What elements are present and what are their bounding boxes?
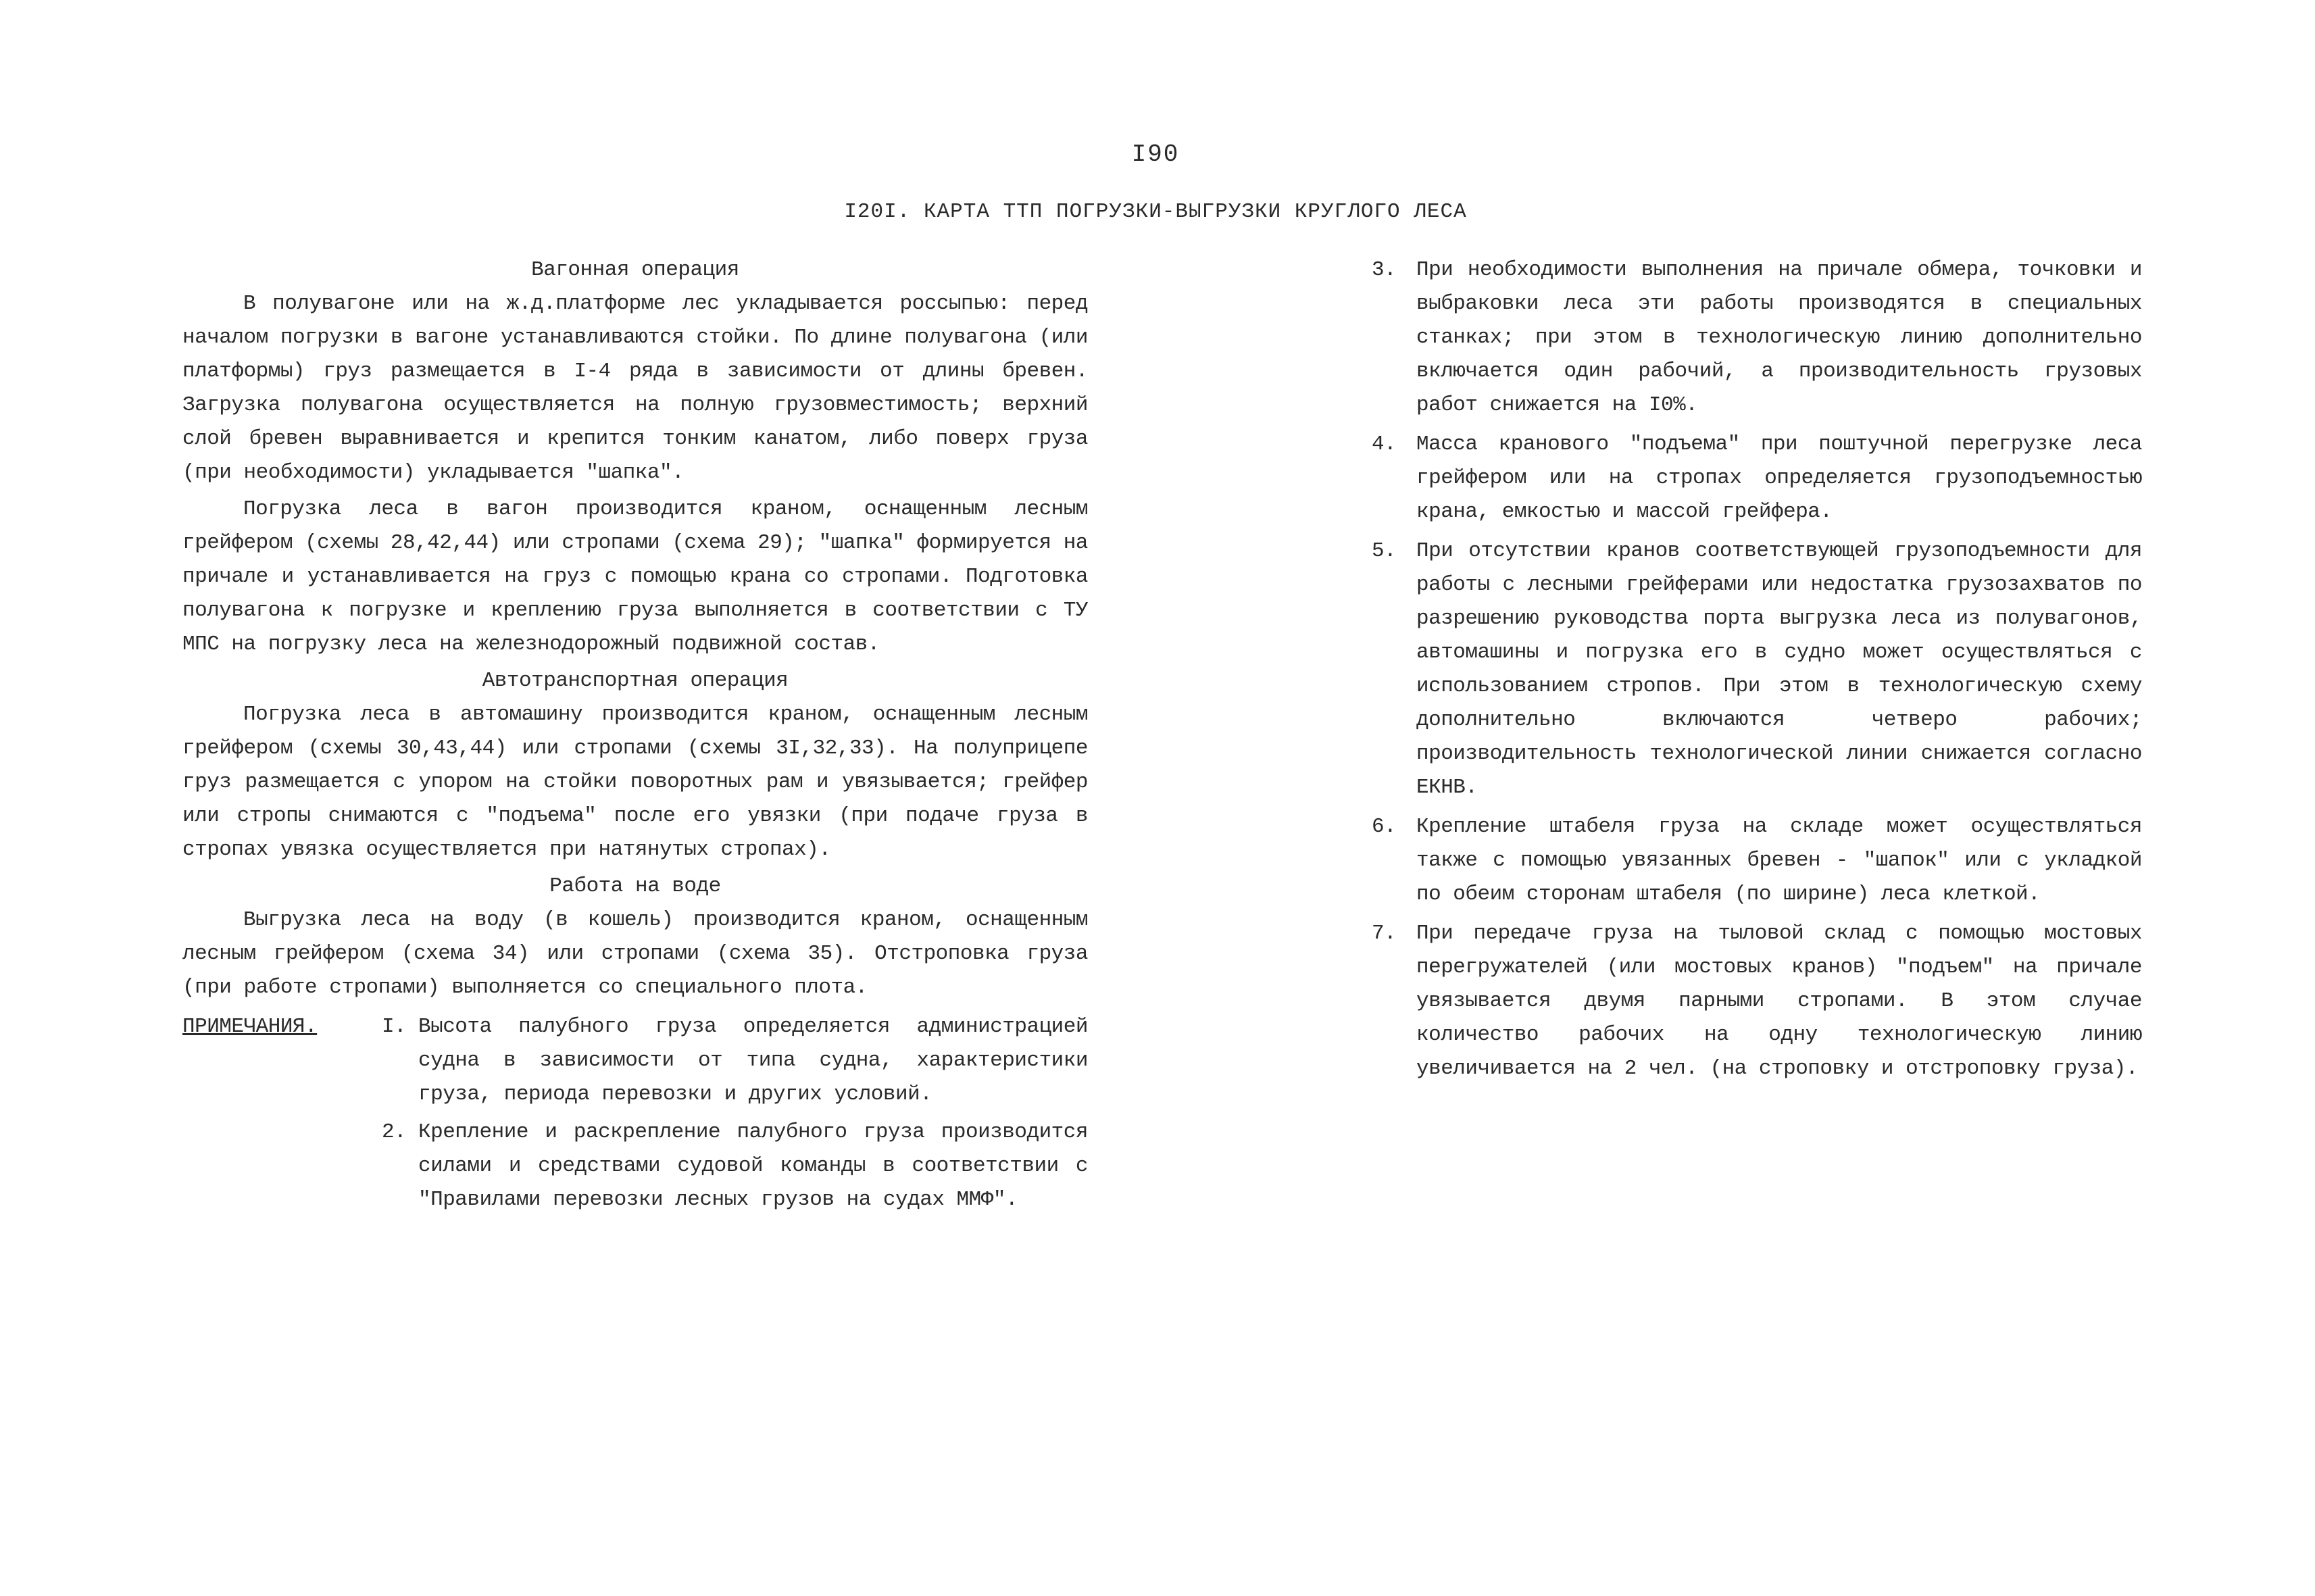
section-heading: Вагонная операция [531,258,739,282]
page-number: I90 [1131,141,1180,168]
paragraph: Погрузка леса в автомашину производится краном, оснащенным лесным грейфером (схемы 30,43,44) или стропами (схемы 3I,32,33). На полуприцепе груз размещается с упором на стойки поворотных рам и увязывается; грейфер или стропы снимаются с "подъема" после его увязки (при подаче груза в стропах увязка осуществляется при натянутых стропах). [182,703,1088,862]
note-item [1372,428,2142,529]
note-item [1372,253,2142,422]
note-text: При необходимости выполнения на причале обмера, точковки и выбраковки леса эти работы производятся в специальных станках; при этом в технологическую линию дополнительно включается один рабочий, а производительность грузовых работ снижается на I0%. [1416,258,2142,417]
note-text: Масса кранового "подъема" при поштучной перегрузке леса грейфером или на стропах определяется грузоподъемностью крана, емкостью и массой грейфера. [1416,432,2142,524]
paragraph: Выгрузка леса на воду (в кошель) производится краном, оснащенным лесным грейфером (схема 34) или стропами (схема 35). Отстроповка груза (при работе стропами) выполняется со специального плота. [182,908,1088,999]
note-text: Крепление и раскрепление палубного груза производится силами и средствами судовой команды в соответствии с "Правилами перевозки лесных грузов на судах ММФ". [418,1120,1088,1212]
paragraph: В полувагоне или на ж.д.платформе лес укладывается россыпью: перед началом погрузки в вагоне устанавливаются стойки. По длине полувагона (или платформы) груз размещается в I-4 ряда в зависимости от длины бревен. Загрузка полувагона осуществляется на полную грузовместимость; верхний слой бревен выравнивается и крепится тонким канатом, либо поверх груза (при необходимости) укладывается "шапка". [182,292,1088,484]
note-text: Крепление штабеля груза на складе может осуществляться также с помощью увязанных бревен - "шапок" или с укладкой по обеим сторонам штабеля (по ширине) леса клеткой. [1416,815,2142,906]
right-column [1372,253,2142,1091]
section-auto-operation [182,664,1088,867]
note-item [382,1116,1088,1217]
document-title: I20I. КАРТА ТТП ПОГРУЗКИ-ВЫГРУЗКИ КРУГЛОГО ЛЕСА [844,200,1467,224]
section-water-work [182,870,1088,1005]
note-number: 3. [1372,258,1397,282]
note-number: I. [382,1015,407,1039]
notes-list-left [382,1010,1088,1217]
note-item [1372,917,2142,1086]
note-item [1372,810,2142,912]
note-number: 6. [1372,815,1397,839]
note-item [382,1010,1088,1112]
note-text: При отсутствии кранов соответствующей грузоподъемности для работы с лесными грейферами или недостатка грузозахватов по разрешению руководства порта выгрузка леса из полувагонов, автомашины и погрузка его в судно может осуществляться с использованием стропов. При этом в технологическую схему дополнительно включаются четверо рабочих; производительность технологической линии снижается согласно ЕКНВ. [1416,539,2142,799]
note-number: 7. [1372,922,1397,945]
notes-block [182,1010,1088,1217]
section-heading: Автотранспортная операция [482,669,789,693]
note-number: 2. [382,1120,407,1144]
section-wagon-operation [182,253,1088,662]
left-column [182,253,1088,1221]
note-item [1372,534,2142,805]
note-number: 5. [1372,539,1397,563]
paragraph: Погрузка леса в вагон производится краном, оснащенным лесным грейфером (схемы 28,42,44) или стропами (схема 29); "шапка" формируется на причале и устанавливается на груз с помощью крана со стропами. Подготовка полувагона к погрузке и креплению груза выполняется в соответствии с ТУ МПС на погрузку леса на железнодорожный подвижной состав. [182,497,1088,656]
note-text: При передаче груза на тыловой склад с помощью мостовых перегружателей (или мостовых кранов) "подъем" на причале увязывается двумя парными стропами. В этом случае количество рабочих на одну технологическую линию увеличивается на 2 чел. (на строповку и отстроповку груза). [1416,922,2142,1080]
notes-label: ПРИМЕЧАНИЯ. [182,1015,318,1039]
section-heading: Работа на воде [549,874,721,898]
note-number: 4. [1372,432,1397,456]
note-text: Высота палубного груза определяется администрацией судна в зависимости от типа судна, характеристики груза, периода перевозки и других условий. [418,1015,1088,1106]
